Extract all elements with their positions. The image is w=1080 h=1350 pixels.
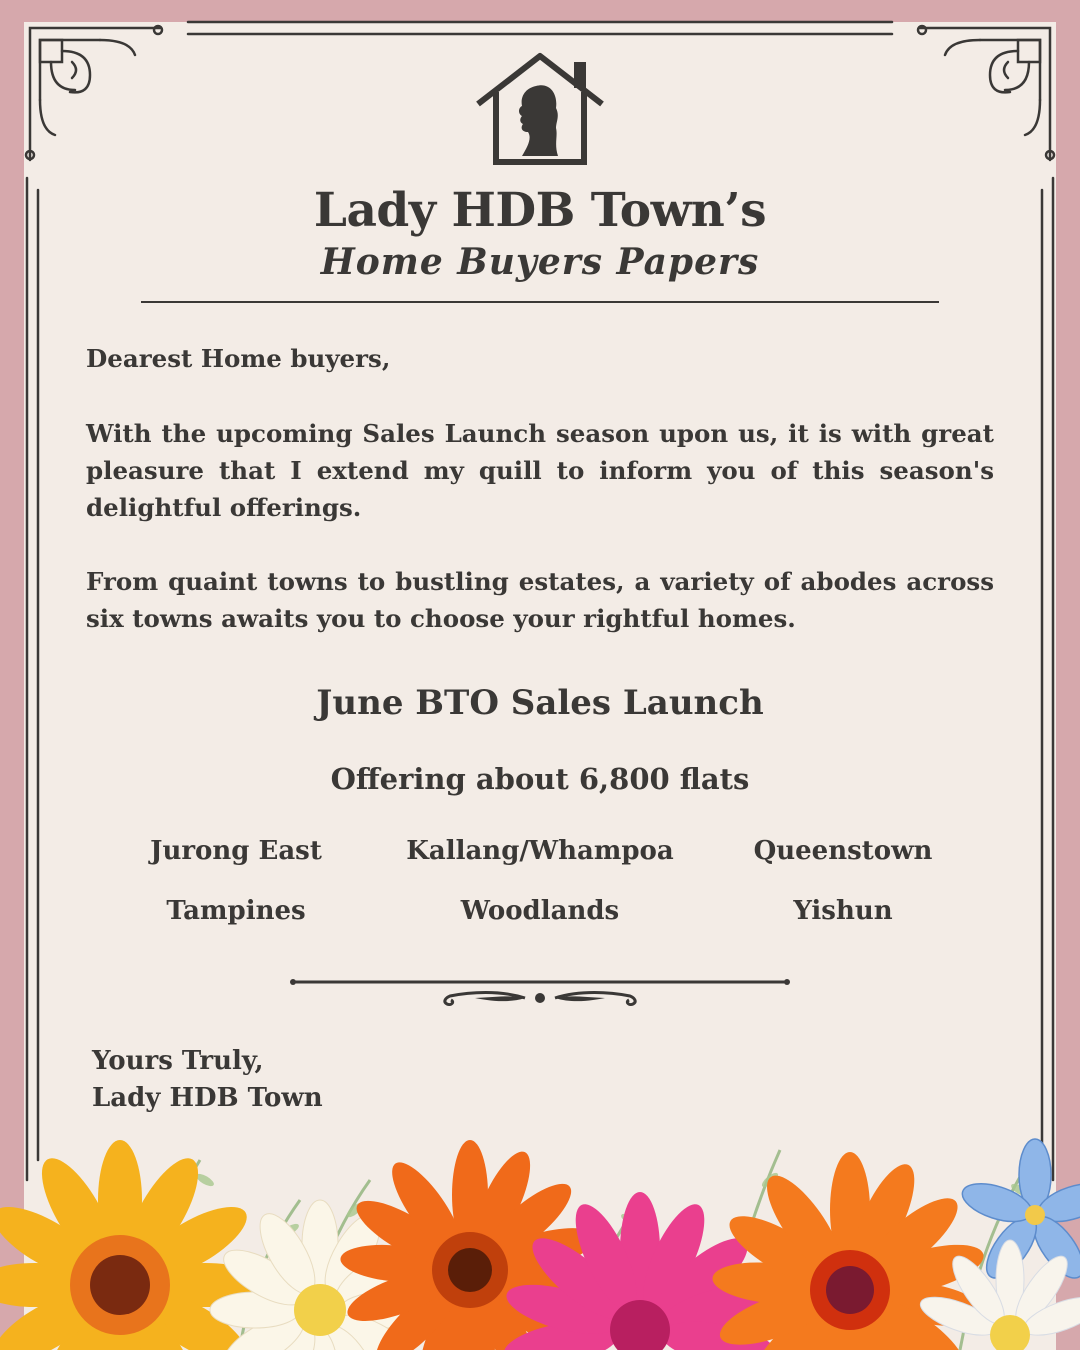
town-queenstown: Queenstown [753, 836, 933, 866]
launch-heading: June BTO Sales Launch [316, 683, 764, 723]
town-yishun: Yishun [793, 896, 893, 926]
letter-greeting: Dearest Home buyers, [86, 344, 391, 373]
page-title: Lady HDB Town’s [313, 183, 767, 238]
page-subtitle: Home Buyers Papers [320, 241, 760, 283]
town-kallang-whampoa: Kallang/Whampoa [406, 836, 674, 866]
letter-paragraph-2: From quaint towns to bustling estates, a variety of abodes across six towns awaits you to choose your rightful homes. [86, 567, 994, 633]
flower-border [0, 1120, 1080, 1350]
town-jurong-east: Jurong East [150, 836, 322, 866]
letter-paragraph-1: With the upcoming Sales Launch season upon us, it is with great pleasure that I extend my quill to inform you of this season's delightful offerings. [86, 419, 994, 522]
offering-text: Offering about 6,800 flats [330, 762, 750, 796]
signoff-line-1: Yours Truly, [92, 1046, 264, 1076]
house-with-lady-silhouette-icon [474, 52, 606, 166]
town-tampines: Tampines [166, 896, 306, 926]
signoff-signature: Lady HDB Town [92, 1083, 323, 1113]
title-divider [141, 301, 939, 303]
town-woodlands: Woodlands [460, 896, 620, 926]
ornamental-divider [285, 970, 795, 1014]
